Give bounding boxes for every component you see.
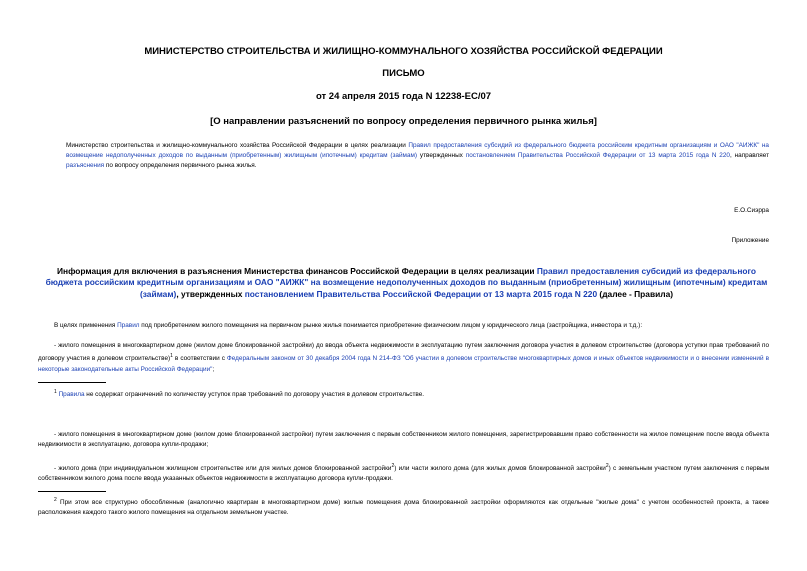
list-item-3: - жилого дома (при индивидуальном жилищном строительстве или для жилых домов блокированной застройки$^2$) или части жилого дома (для жилых домов блокированной застройки$^2$) с земельным участком путем заключения с первым собственником жилого дома после ввода указанных объектов недвижимости в эксплуатацию договора купли-продажи. (38, 463, 769, 483)
footnote-divider-2 (38, 491, 106, 492)
paragraph-primary-market: В целях применения Правил под приобретением жилого помещения на первичном рынке жилья понимается приобретение физическим лицом у юридического лица (застройщика, инвестора и т.д.): (54, 322, 643, 329)
footnote-2: $^2$ При этом все структурно обособленные (аналогично квартирам в многоквартирном доме) жилые помещения дома блокированной застройки оформляются как отдельные "жилые дома" с учетом особенностей проекта, а также расположения каждого такого жилого помещения на отдельном земельном участке. (38, 497, 769, 517)
intro-paragraph: Министерство строительства и жилищно-коммунального хозяйства Российской Федерации в целях реализации Правил предоставления субсидий из федерального бюджета российским кредитным организациям и ОАО "АИЖК" на возмещение недополученных доходов по выданным (приобретенным) жилищным (ипотечным) кредитам (займам) утвержденных постановлением Правительства Российской Федерации от 13 марта 2015 года N 220, направляет разъяснения по вопросу определения первичного рынка жилья. (66, 142, 769, 170)
doc-subject: [О направлении разъяснений по вопросу определения первичного рынка жилья] (210, 116, 597, 127)
list-item-2: - жилого помещения в многоквартирном доме (жилом доме блокированной застройки) путем заключения с первым собственником жилого помещения, зарегистрировавшим право собственности на жилое помещение после ввода объекта недвижимости в эксплуатацию, договора купли-продажи; (38, 431, 769, 449)
appendix-label: Приложение (731, 237, 769, 244)
footnote-ref-2a[interactable]: 2 (391, 463, 395, 469)
footnote-ref-1[interactable]: 1 (170, 353, 173, 360)
doc-type: ПИСЬМО (382, 68, 425, 79)
ministry-title: МИНИСТЕРСТВО СТРОИТЕЛЬСТВА И ЖИЛИЩНО-КОММУНАЛЬНОГО ХОЗЯЙСТВА РОССИЙСКОЙ ФЕДЕРАЦИИ (144, 46, 663, 57)
para-rules-link[interactable]: Правил (117, 322, 140, 329)
federal-law-link[interactable]: Федеральным законом от 30 декабря 2004 года N 214-ФЗ "Об участии в долевом строительстве многоквартирных домов и иных объектов недвижимости и о внесении изменений в некоторые законодательные акты Российской Федерации" (38, 355, 769, 373)
info-title: Информация для включения в разъяснения Министерства финансов Российской Федерации в целях реализации Правил предоставления субсидий из федерального бюджета российским кредитным организациям и ОАО "АИЖК" на возмещение недополученных доходов по выданным (приобретенным) жилищным (ипотечным) кредитам (займам), утвержденных постановлением Правительства Российской Федерации от 13 марта 2015 года N 220 (далее - Правила) (45, 266, 768, 299)
rules-link[interactable]: Правил предоставления субсидий из федерального бюджета российским кредитным организациям и ОАО "АИЖК" на возмещение недополученных доходов по выданным (приобретенным) жилищным (ипотечным) кредитам (займам) (66, 142, 769, 160)
footnote-divider-1 (38, 382, 106, 383)
resolution-link[interactable]: постановлением Правительства Российской Федерации от 13 марта 2015 года N 220 (465, 152, 730, 160)
info-resolution-link[interactable]: постановлением Правительства Российской Федерации от 13 марта 2015 года N 220 (244, 288, 598, 299)
info-rules-link[interactable]: Правил предоставления субсидий из федерального бюджета российским кредитным организациям и ОАО "АИЖК" на возмещение недополученных доходов по выданным (приобретенным) жилищным (ипотечным) кредитам (займам) (45, 266, 768, 299)
footnote-1: $^1$ Правила не содержат ограничений по количеству уступок прав требований по договору участия в долевом строительстве. (54, 389, 425, 399)
signature: Е.О.Сиэрра (734, 207, 769, 214)
footnote-ref-2b[interactable]: 2 (605, 463, 609, 469)
doc-date-number: от 24 апреля 2015 года N 12238-ЕС/07 (315, 91, 492, 102)
clarifications-link[interactable]: разъяснения (66, 162, 105, 170)
footnote-rules-link[interactable]: Правила (58, 391, 85, 399)
list-item-1: - жилого помещения в многоквартирном доме (жилом доме блокированной застройки) до ввода объекта недвижимости в эксплуатацию путем заключения договора участия в долевом строительстве (договора уступки прав требований по договору участия в долевом строительстве)$^1$ в соответствии с Федеральным законом от 30 декабря 2004 года N 214-ФЗ "Об участии в долевом строительстве многоквартирных домов и иных объектов недвижимости и о внесении изменений в некоторые законодательные акты Российской Федерации"; (38, 342, 769, 373)
